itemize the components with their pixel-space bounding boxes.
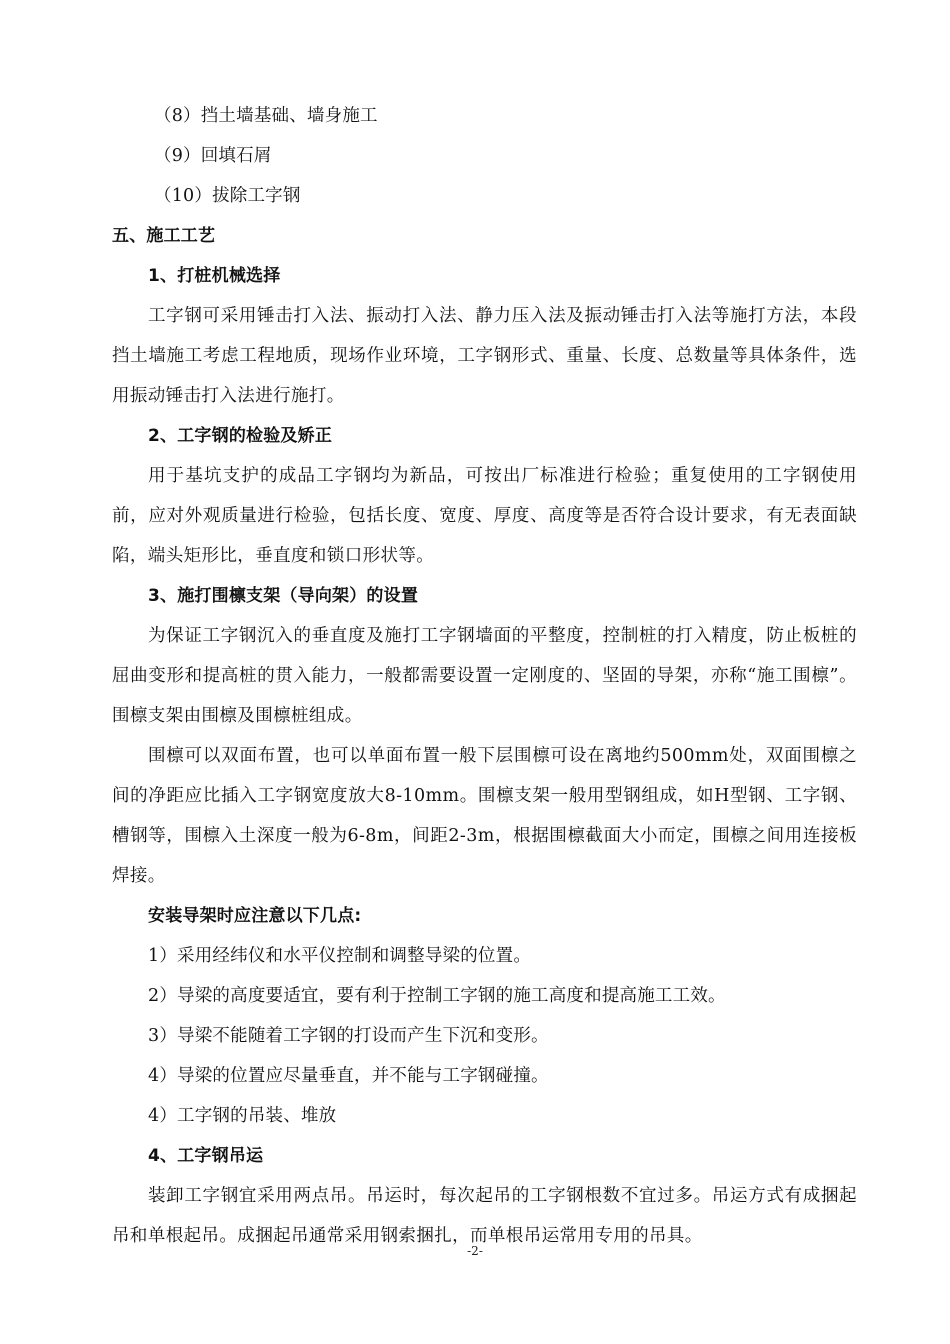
paragraph: 用于基坑支护的成品工字钢均为新品，可按出厂标准进行检验；重复使用的工字钢使用前，应对外观质量进行检验，包括长度、宽度、厚度、高度等是否符合设计要求，有无表面缺陷，端头矩形比，垂直度和锁口形状等。: [112, 466, 857, 566]
paragraph: 工字钢可采用锤击打入法、振动打入法、静力压入法及振动锤击打入法等施打方法，本段挡土墙施工考虑工程地质，现场作业环境，工字钢形式、重量、长度、总数量等具体条件，选用振动锤击打入法进行施打。: [112, 306, 857, 406]
list-item: （9）回填石屑: [154, 146, 272, 166]
notes-heading: 安装导架时应注意以下几点:: [148, 906, 362, 926]
list-item: 4）工字钢的吊装、堆放: [148, 1106, 337, 1126]
list-item: （10）拔除工字钢: [154, 186, 301, 206]
subsection-heading: 2、工字钢的检验及矫正: [148, 426, 333, 446]
subsection-heading: 3、施打围檩支架（导向架）的设置: [148, 586, 419, 606]
list-item: （8）挡土墙基础、墙身施工: [154, 106, 378, 126]
paragraph: 装卸工字钢宜采用两点吊。吊运时，每次起吊的工字钢根数不宜过多。吊运方式有成捆起吊和单根起吊。成捆起吊通常采用钢索捆扎，而单根吊运常用专用的吊具。: [112, 1186, 857, 1246]
paragraph: 围檩可以双面布置，也可以单面布置一般下层围檩可设在离地约500mm处，双面围檩之间的净距应比插入工字钢宽度放大8-10mm。围檩支架一般用型钢组成，如H型钢、工字钢、槽钢等，围檩入土深度一般为6-8m，间距2-3m，根据围檩截面大小而定，围檩之间用连接板焊接。: [112, 746, 857, 886]
subsection-heading: 4、工字钢吊运: [148, 1146, 264, 1166]
list-item: 2）导梁的高度要适宜，要有利于控制工字钢的施工高度和提高施工工效。: [148, 986, 726, 1006]
document-body: [112, 96, 862, 1256]
page-number: -2-: [467, 1244, 483, 1258]
list-item: 1）采用经纬仪和水平仪控制和调整导梁的位置。: [148, 946, 532, 966]
section-heading: 五、施工工艺: [112, 226, 216, 246]
list-item: 3）导梁不能随着工字钢的打设而产生下沉和变形。: [148, 1026, 549, 1046]
subsection-heading: 1、打桩机械选择: [148, 266, 281, 286]
paragraph: 为保证工字钢沉入的垂直度及施打工字钢墙面的平整度，控制桩的打入精度，防止板桩的屈曲变形和提高桩的贯入能力，一般都需要设置一定刚度的、坚固的导架，亦称“施工围檩”。围檩支架由围檩及围檩桩组成。: [112, 626, 857, 726]
list-item: 4）导梁的位置应尽量垂直，并不能与工字钢碰撞。: [148, 1066, 549, 1086]
